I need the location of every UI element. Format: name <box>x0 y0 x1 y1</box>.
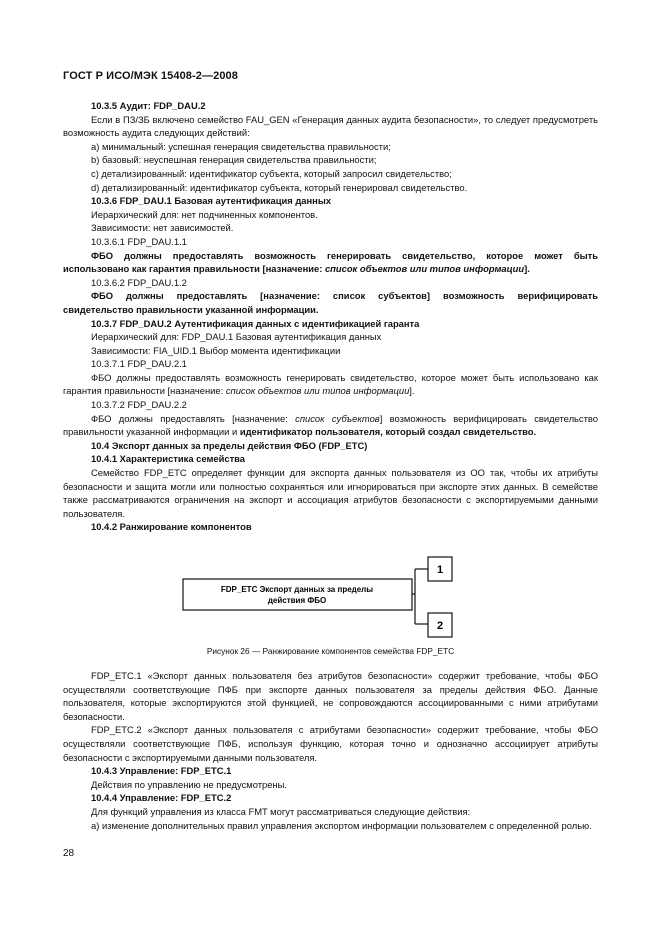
paragraph: FDP_ETC.1 «Экспорт данных пользователя без атрибутов безопасности» содержит требование, чтобы ФБО осуществляли соответствующие ПФБ при экспорте данных пользователя за пределы действия ФБО. Данные пользователя, которые экспортируются этой функцией, не сопровождаются ассоциированными с ними атрибутами безопасности. <box>63 670 598 722</box>
text-run: ]. <box>524 263 530 275</box>
subsection-heading: 10.4.3 Управление: FDP_ETC.1 <box>91 765 232 777</box>
list-item: d) детализированный: идентификатор субъекта, который генерировал свидетельство. <box>91 181 468 193</box>
section-heading: 10.3.7 FDP_DAU.2 Аутентификация данных с идентификацией гаранта <box>91 317 420 329</box>
list-item: a) изменение дополнительных правил управления экспортом информации пользователем с определенной ролью. <box>91 819 592 831</box>
text-run-italic: список субъектов <box>295 412 380 424</box>
section-heading: 10.3.5 Аудит: FDP_DAU.2 <box>91 100 206 111</box>
text-run: ]. <box>409 385 415 397</box>
paragraph: Зависимости: нет зависимостей. <box>91 222 234 234</box>
element-id: 10.3.6.2 FDP_DAU.1.2 <box>91 276 187 288</box>
paragraph: Иерархический для: нет подчиненных компонентов. <box>91 208 318 220</box>
family-box-label: FDP_ETC Экспорт данных за пределы <box>220 585 374 594</box>
element-id: 10.3.6.1 FDP_DAU.1.1 <box>91 235 187 247</box>
standard-header: ГОСТ Р ИСО/МЭК 15408-2—2008 <box>63 70 238 82</box>
element-text: ФБО должны предоставлять [назначение: список субъектов] возможность верифицировать свидетельство правильности указанной информации. <box>63 290 598 315</box>
text-run: ФБО должны предоставлять возможность генерировать свидетельство, которое может быть использовано как гарантия правильности [назначение: <box>63 371 598 397</box>
section-heading: 10.4 Экспорт данных за пределы действия ФБО (FDP_ETC) <box>91 439 368 451</box>
text-run-italic: список объектов или типов информации <box>225 385 410 397</box>
text-run: ФБО должны предоставлять возможность генерировать свидетельство, которое может быть использовано как гарантия правильности [назначение: <box>63 249 598 275</box>
subsection-heading: 10.4.2 Ранжирование компонентов <box>91 521 252 533</box>
body-text-upper <box>63 99 598 534</box>
element-text <box>63 412 598 439</box>
element-text <box>63 249 598 276</box>
section-heading: 10.3.6 FDP_DAU.1 Базовая аутентификация данных <box>91 195 332 207</box>
element-id: 10.3.7.2 FDP_DAU.2.2 <box>91 399 187 411</box>
component-number: 1 <box>436 564 444 576</box>
paragraph: Действия по управлению не предусмотрены. <box>91 778 287 790</box>
text-run: ] возможность верифицировать свидетельство правильности указанной информации и <box>63 412 598 438</box>
paragraph: Если в ПЗ/ЗБ включено семейство FAU_GEN «Генерация данных аудита безопасности», то следует предусмотреть возможность аудита следующих действий: <box>63 113 598 139</box>
element-text <box>63 371 598 398</box>
paragraph: Зависимости: FIA_UID.1 Выбор момента идентификации <box>91 344 341 356</box>
subsection-heading: 10.4.1 Характеристика семейства <box>91 453 246 465</box>
body-text-lower <box>63 669 598 832</box>
levelling-diagram <box>0 552 661 647</box>
paragraph: Для функций управления из класса FMT могут рассматриваться следующие действия: <box>91 805 471 817</box>
paragraph: FDP_ETC.2 «Экспорт данных пользователя с атрибутами безопасности» содержит требование, чтобы ФБО осуществляли соответствующие ПФБ, используя функцию, которая точно и однозначно ассоциирует атрибуты безопасности с экспортируемыми данными пользователя. <box>63 724 598 763</box>
subsection-heading: 10.4.4 Управление: FDP_ETC.2 <box>91 792 232 804</box>
paragraph: Иерархический для: FDP_DAU.1 Базовая аутентификация данных <box>91 331 382 343</box>
text-run-bold: идентификатор пользователя, который создал свидетельство. <box>239 426 537 438</box>
text-run-italic: список объектов или типов информации <box>324 263 525 275</box>
figure-caption: Рисунок 26 — Ранжирование компонентов семейства FDP_ETC <box>206 646 455 656</box>
family-box <box>183 579 412 610</box>
page-number: 28 <box>63 848 75 859</box>
element-id: 10.3.7.1 FDP_DAU.2.1 <box>91 358 187 370</box>
list-item: a) минимальный: успешная генерация свидетельства правильности; <box>91 140 391 152</box>
list-item: b) базовый: неуспешная генерация свидетельства правильности; <box>91 154 377 166</box>
text-run: ФБО должны предоставлять [назначение: <box>91 412 296 424</box>
list-item: c) детализированный: идентификатор субъекта, который запросил свидетельство; <box>91 167 452 179</box>
component-number: 2 <box>436 620 444 632</box>
family-box-label: действия ФБО <box>267 596 327 605</box>
paragraph: Семейство FDP_ETC определяет функции для экспорта данных пользователя из ОО так, чтобы их атрибуты безопасности и защита могли или полностью сохраняться или игнорироваться при экспорте этих данных. В семействе также рассматриваются ограничения на экспорт и ассоциация атрибутов безопасности с экспортируемыми данными пользователя. <box>63 467 598 519</box>
